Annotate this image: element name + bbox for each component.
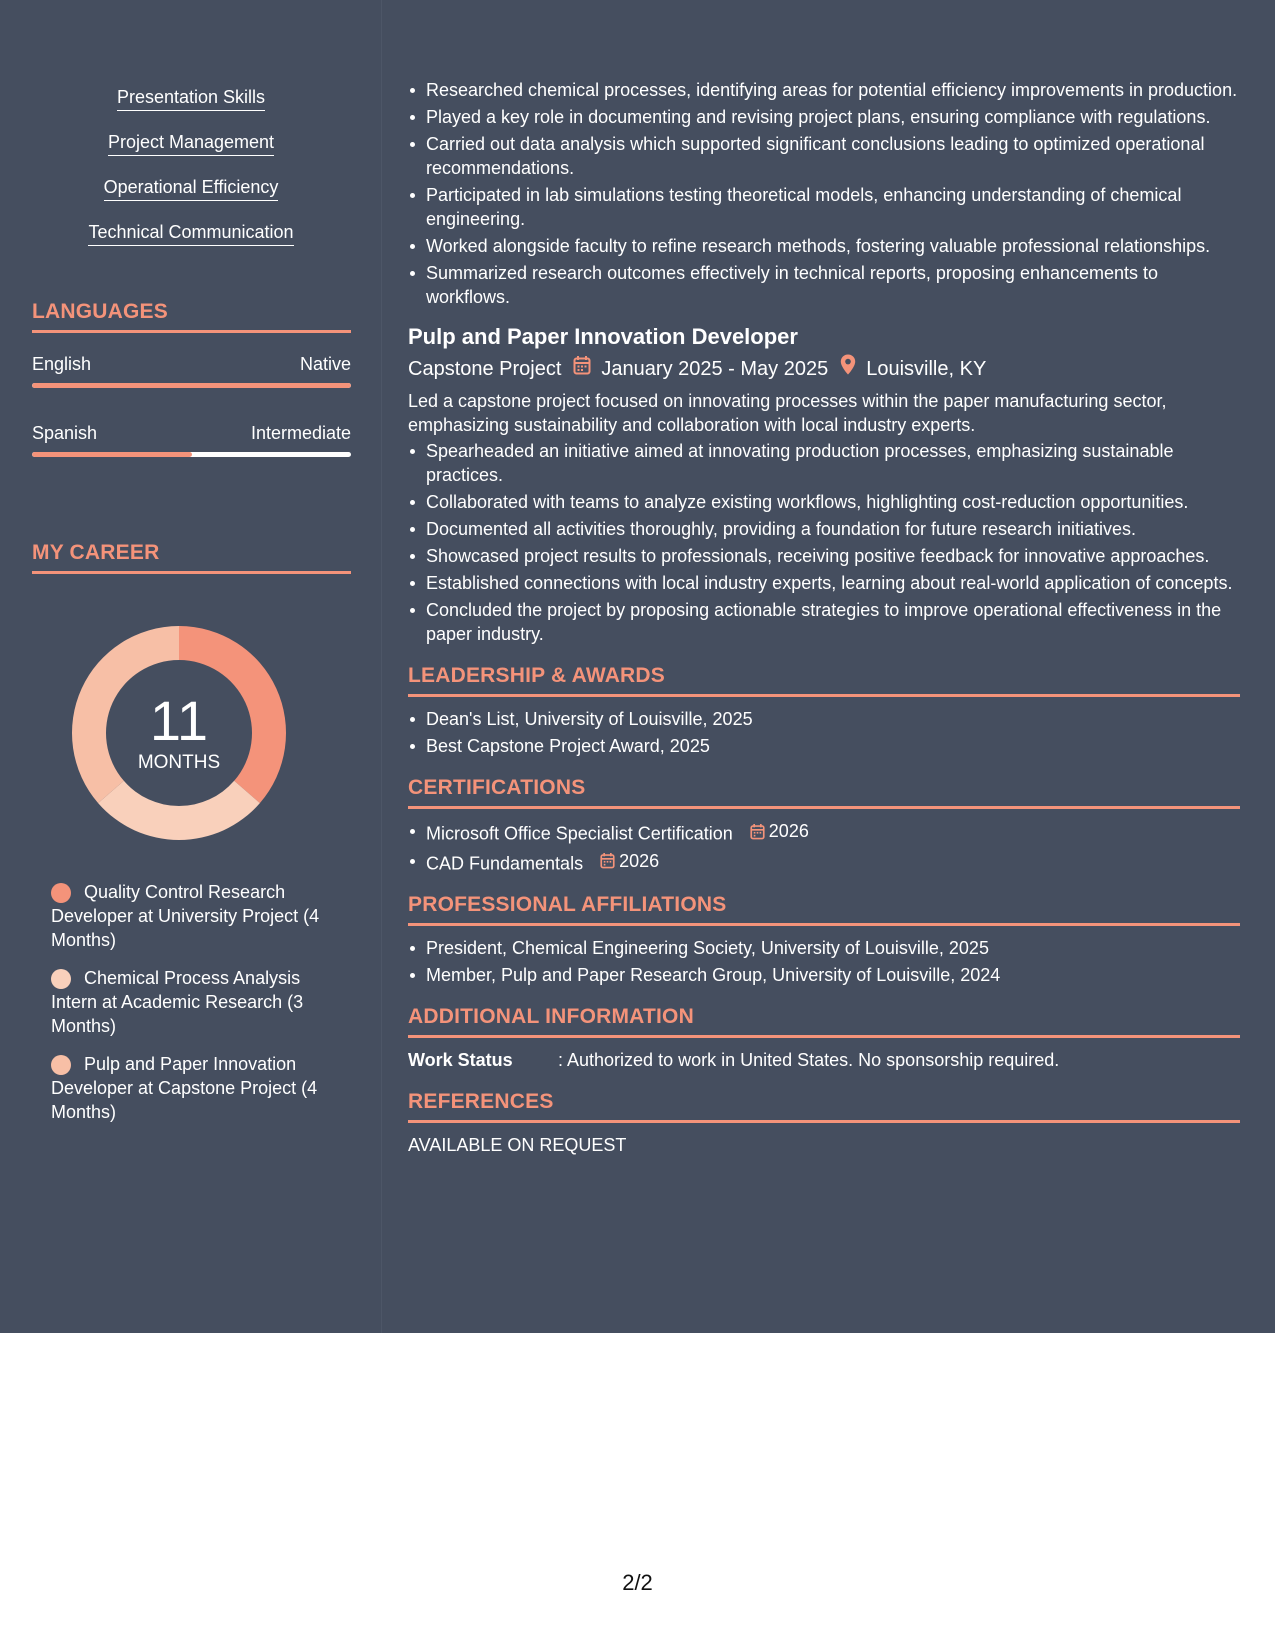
list-item: Best Capstone Project Award, 2025: [408, 734, 1240, 758]
work-status-value: : Authorized to work in United States. No sponsorship required.: [558, 1050, 1060, 1070]
career-legend-item: Pulp and Paper Innovation Developer at Capstone Project (4 Months): [51, 1054, 318, 1122]
certifications-heading: CERTIFICATIONS: [408, 776, 1240, 809]
career-total-unit: MONTHS: [137, 752, 221, 773]
career-legend-item: Quality Control Research Developer at University Project (4 Months): [51, 882, 320, 950]
list-item: Played a key role in documenting and revising project plans, ensuring compliance with regulations.: [408, 105, 1240, 129]
language-level-bar: [32, 452, 351, 457]
job-description: Led a capstone project focused on innovating processes within the paper manufacturing sector, emphasizing sustainability and collaboration with local industry experts.: [408, 391, 1167, 435]
leadership-heading: LEADERSHIP & AWARDS: [408, 664, 1240, 697]
affiliations-section: [408, 893, 1240, 987]
references-text: AVAILABLE ON REQUEST: [408, 1135, 627, 1155]
language-name: Spanish: [32, 423, 98, 443]
list-item: Participated in lab simulations testing theoretical models, enhancing understanding of chemical engineering.: [408, 183, 1240, 231]
career-section: [32, 541, 351, 574]
list-item: Documented all activities thoroughly, providing a foundation for future research initiatives.: [408, 517, 1240, 541]
list-item: Established connections with local industry experts, learning about real-world application of concepts.: [408, 571, 1240, 595]
list-item: Dean's List, University of Louisville, 2025: [408, 707, 1240, 731]
language-row: [32, 422, 351, 457]
career-donut-chart: [66, 620, 292, 846]
references-heading: REFERENCES: [408, 1090, 1240, 1123]
skills-list: [32, 86, 350, 266]
sidebar: [0, 0, 382, 1333]
work-status-label: Work Status: [408, 1050, 513, 1070]
list-item: Concluded the project by proposing actionable strategies to improve operational effectiveness in the paper industry.: [408, 598, 1240, 646]
career-legend-item: Chemical Process Analysis Intern at Academic Research (3 Months): [51, 968, 304, 1036]
job-organization: Capstone Project: [408, 357, 562, 380]
skill-item: Operational Efficiency: [32, 176, 350, 221]
list-item: Summarized research outcomes effectively in technical reports, proposing enhancements to workflows.: [408, 261, 1240, 309]
certification-date: 2026: [600, 849, 659, 873]
job-location: Louisville, KY: [866, 357, 987, 380]
skill-item: Technical Communication: [32, 221, 350, 266]
language-row: [32, 353, 351, 388]
previous-job-bullets: [408, 78, 1240, 309]
career-heading: MY CAREER: [32, 541, 351, 574]
legend-dot-icon: [51, 969, 71, 989]
list-item: President, Chemical Engineering Society, University of Louisville, 2025: [408, 936, 1240, 960]
list-item: Worked alongside faculty to refine research methods, fostering valuable professional relationships.: [408, 234, 1240, 258]
certification-date: 2026: [750, 819, 809, 843]
job-title: Pulp and Paper Innovation Developer: [408, 324, 798, 349]
legend-dot-icon: [51, 1055, 71, 1075]
skill-item: Presentation Skills: [32, 86, 350, 131]
language-level: Native: [299, 354, 351, 374]
location-pin-icon: [840, 354, 856, 383]
affiliations-heading: PROFESSIONAL AFFILIATIONS: [408, 893, 1240, 926]
leadership-section: [408, 664, 1240, 758]
certification-item: Microsoft Office Specialist Certification 2026: [408, 819, 1240, 846]
career-total-months: 11: [149, 689, 209, 752]
certification-item: CAD Fundamentals 2026: [408, 849, 1240, 876]
job-bullets: [408, 439, 1240, 646]
main-column: [408, 78, 1240, 1157]
work-status-row: [408, 1048, 1240, 1072]
career-legend: [51, 880, 341, 1138]
job-dates: January 2025 - May 2025: [601, 357, 829, 380]
additional-info-heading: ADDITIONAL INFORMATION: [408, 1005, 1240, 1038]
skill-item: Project Management: [32, 131, 350, 176]
legend-dot-icon: [51, 883, 71, 903]
list-item: Collaborated with teams to analyze existing workflows, highlighting cost-reduction opportunities.: [408, 490, 1240, 514]
calendar-icon: [573, 355, 591, 383]
page-number: 2/2: [622, 1570, 653, 1595]
references-section: [408, 1090, 1240, 1157]
list-item: Showcased project results to professionals, receiving positive feedback for innovative approaches.: [408, 544, 1240, 568]
job-meta: [408, 354, 1240, 383]
calendar-icon: [600, 852, 615, 869]
calendar-icon: [750, 823, 765, 840]
list-item: Spearheaded an initiative aimed at innovating production processes, emphasizing sustainable practices.: [408, 439, 1240, 487]
list-item: Member, Pulp and Paper Research Group, University of Louisville, 2024: [408, 963, 1240, 987]
list-item: Researched chemical processes, identifying areas for potential efficiency improvements in production.: [408, 78, 1240, 102]
language-level: Intermediate: [250, 423, 351, 443]
languages-heading: LANGUAGES: [32, 300, 351, 333]
language-level-bar: [32, 383, 351, 388]
languages-section: [32, 300, 351, 457]
list-item: Carried out data analysis which supported significant conclusions leading to optimized operational recommendations.: [408, 132, 1240, 180]
language-name: English: [32, 354, 92, 374]
additional-info-section: [408, 1005, 1240, 1072]
certifications-section: [408, 776, 1240, 875]
